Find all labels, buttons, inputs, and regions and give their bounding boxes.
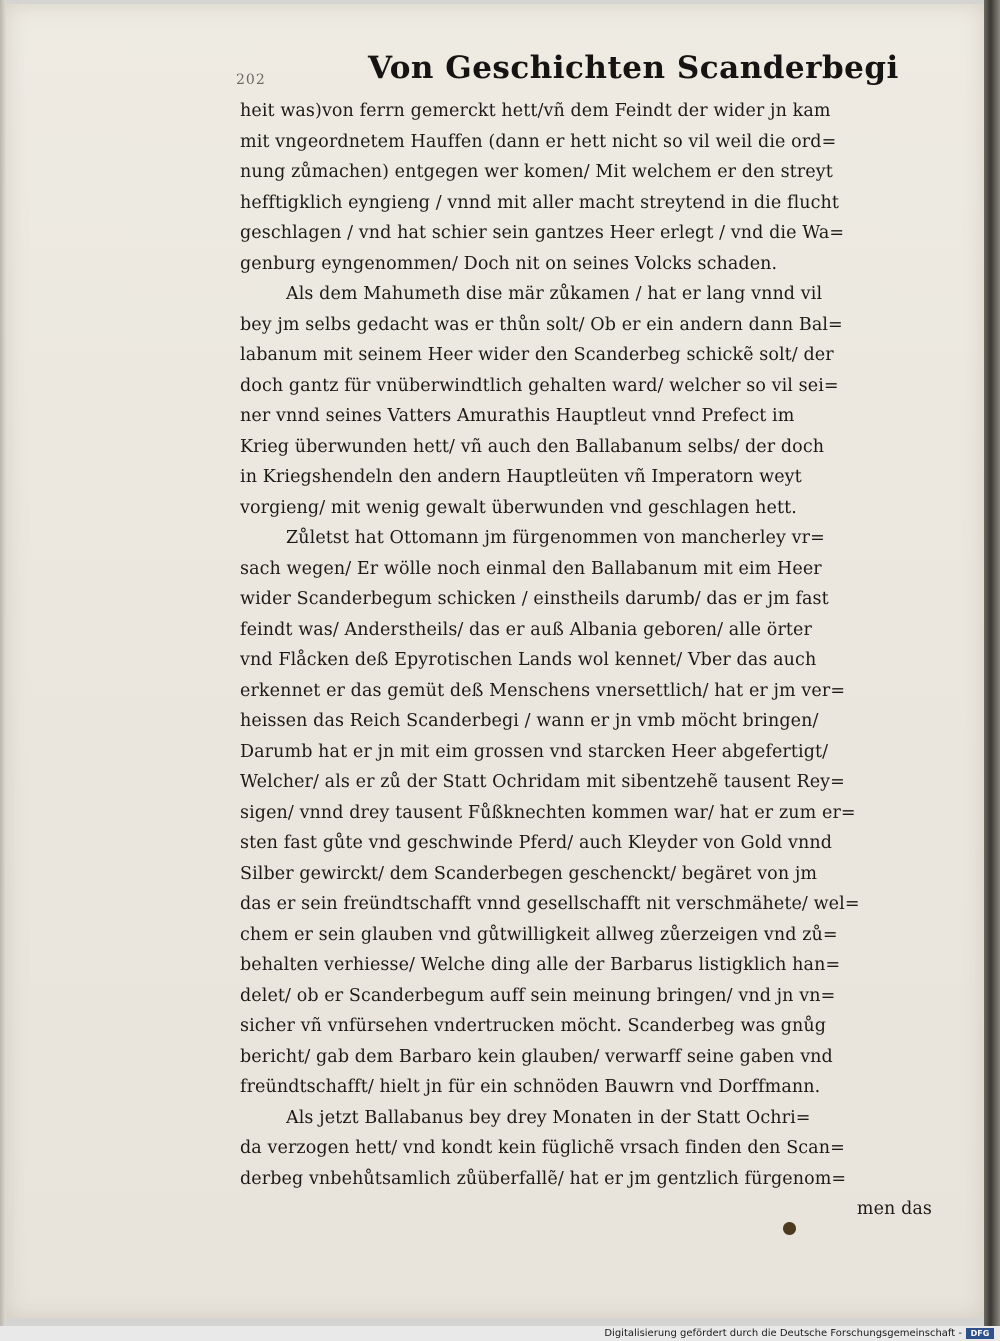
text-line: Silber gewirckt/ dem Scanderbegen geschenckt/ begäret von jm (240, 863, 818, 884)
dfg-logo: DFG (966, 1328, 994, 1339)
text-line: hefftigklich eyngieng / vnnd mit aller macht streytend in die flucht (240, 192, 840, 213)
running-title: Von Geschichten Scanderbegi (368, 50, 899, 86)
ornament-dot (783, 1222, 796, 1235)
text-line: heissen das Reich Scanderbegi / wann er jn vmb möcht bringen/ (240, 711, 819, 731)
text-line: ner vnnd seines Vatters Amurathis Hauptleut vnnd Prefect im (240, 406, 795, 426)
text-line: wider Scanderbegum schicken / einstheils darumb/ das er jm fast (240, 589, 829, 609)
text-line: feindt was/ Anderstheils/ das er auß Albania geboren/ alle örter (240, 619, 812, 640)
text-line: freündtschafft/ hielt jn für ein schnöden Bauwrn vnd Dorffmann. (240, 1077, 821, 1097)
text-line: in Kriegshendeln den andern Hauptleüten vñ Imperatorn weyt (240, 467, 802, 487)
text-line: da verzogen hett/ vnd kondt kein füglichẽ vrsach finden den Scan= (240, 1138, 845, 1158)
text-line: Als dem Mahumeth dise mär zůkamen / hat er lang vnnd vil (286, 284, 823, 304)
footer-bar (0, 1326, 1000, 1341)
text-line: derbeg vnbehůtsamlich zůüberfallẽ/ hat er jm gentzlich fürgenom= (240, 1168, 847, 1189)
text-line: geschlagen / vnd hat schier sein gantzes Heer erlegt / vnd die Wa= (240, 223, 845, 243)
text-line: heit was)von ferrn gemerckt hett/vñ dem Feindt der wider jn kam (240, 101, 831, 121)
text-line: das er sein freündtschafft vnnd gesellschafft nit verschmähete/ wel= (240, 894, 860, 914)
text-line: Zůletst hat Ottomann jm fürgenommen von mancherley vr= (286, 528, 825, 548)
catchword: men das (856, 1199, 932, 1219)
text-line: behalten verhiesse/ Welche ding alle der Barbarus listigklich han= (240, 955, 841, 975)
text-line: Als jetzt Ballabanus bey drey Monaten in der Statt Ochri= (286, 1107, 811, 1128)
text-line: sicher vñ vnfürsehen vndertrucken möcht. Scanderbeg was gnůg (240, 1016, 827, 1036)
text-line: vorgieng/ mit wenig gewalt überwunden vnd geschlagen hett. (240, 497, 797, 518)
text-line: chem er sein glauben vnd gůtwilligkeit allweg zůerzeigen vnd zů= (240, 924, 838, 945)
text-line: vnd Flåcken deß Epyrotischen Lands wol kennet/ Vber das auch (240, 650, 817, 670)
text-line: nung zůmachen) entgegen wer komen/ Mit welchem er den streyt (240, 162, 833, 182)
text-line: genburg eyngenommen/ Doch nit on seines Volcks schaden. (240, 253, 778, 274)
text-line: sach wegen/ Er wölle noch einmal den Ballabanum mit eim Heer (240, 558, 822, 579)
text-line: sigen/ vnnd drey tausent Fůßknechten kommen war/ hat er zum er= (240, 802, 856, 823)
text-line: Krieg überwunden hett/ vñ auch den Ballabanum selbs/ der doch (240, 436, 825, 457)
text-line: mit vngeordnetem Hauffen (dann er hett nicht so vil weil die ord= (240, 131, 837, 152)
page-number: 202 (236, 72, 266, 88)
text-line: Darumb hat er jn mit eim grossen vnd starcken Heer abgefertigt/ (240, 741, 829, 762)
text-line: labanum mit seinem Heer wider den Scanderbeg schickẽ solt/ der (240, 345, 834, 365)
text-line: erkennet er das gemüt deß Menschens vnersettlich/ hat er jm ver= (240, 680, 846, 701)
text-line: delet/ ob er Scanderbegum auff sein meinung bringen/ vnd jn vn= (240, 985, 836, 1006)
body-text (240, 96, 940, 1225)
text-line: sten fast gůte vnd geschwinde Pferd/ auch Kleyder von Gold vnnd (240, 833, 833, 853)
text-line: doch gantz für vnüberwindtlich gehalten ward/ welcher so vil sei= (240, 375, 839, 396)
footer-credit: Digitalisierung gefördert durch die Deutsche Forschungsgemeinschaft - (604, 1328, 962, 1339)
text-line: bericht/ gab dem Barbaro kein glauben/ verwarff seine gaben vnd (240, 1046, 833, 1067)
text-line: Welcher/ als er zů der Statt Ochridam mit sibentzehẽ tausent Rey= (240, 772, 845, 792)
page-binding-edge (984, 0, 1000, 1326)
text-line: bey jm selbs gedacht was er thůn solt/ Ob er ein andern dann Bal= (240, 314, 843, 335)
